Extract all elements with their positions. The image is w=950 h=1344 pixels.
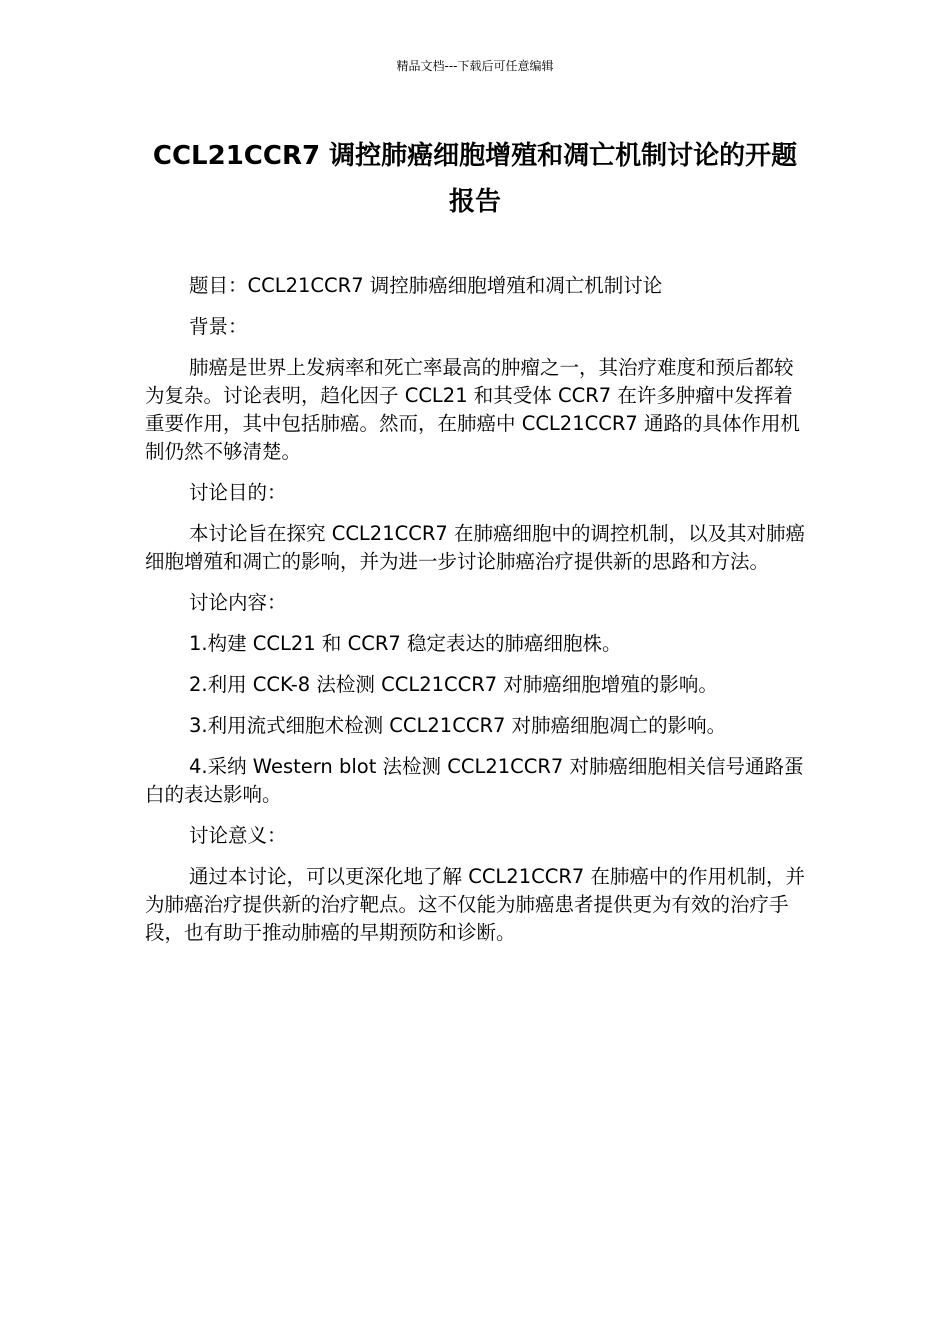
heading-background: 背景：	[189, 315, 248, 338]
paragraph-purpose: 本讨论旨在探究 CCL21CCR7 在肺癌细胞中的调控机制，以及其对肺癌细胞增殖和凋亡的影响，并为进一步讨论肺癌治疗提供新的思路和方法。	[145, 522, 805, 573]
paragraph-topic: 题目：CCL21CCR7 调控肺癌细胞增殖和凋亡机制讨论	[189, 274, 663, 297]
list-item: 2.利用 CCK-8 法检测 CCL21CCR7 对肺癌细胞增殖的影响。	[189, 673, 718, 696]
list-item: 3.利用流式细胞术检测 CCL21CCR7 对肺癌细胞凋亡的影响。	[189, 714, 727, 737]
header-note: 精品文档---下载后可任意编辑	[396, 59, 554, 73]
list-item: 4.采纳 Western blot 法检测 CCL21CCR7 对肺癌细胞相关信号通路蛋白的表达影响。	[145, 755, 804, 806]
heading-purpose: 讨论目的：	[189, 481, 287, 504]
heading-significance: 讨论意义：	[189, 824, 287, 847]
paragraph-background: 肺癌是世界上发病率和死亡率最高的肿瘤之一，其治疗难度和预后都较为复杂。讨论表明，趋化因子 CCL21 和其受体 CCR7 在许多肿瘤中发挥着重要作用，其中包括肺癌。然而，在肺癌中 CCL21CCR7 通路的具体作用机制仍然不够清楚。	[145, 356, 800, 463]
heading-content: 讨论内容：	[189, 591, 287, 614]
document-body	[145, 272, 805, 960]
list-item: 1.构建 CCL21 和 CCR7 稳定表达的肺癌细胞株。	[189, 632, 622, 655]
paragraph-significance: 通过本讨论，可以更深化地了解 CCL21CCR7 在肺癌中的作用机制，并为肺癌治疗提供新的治疗靶点。这不仅能为肺癌患者提供更为有效的治疗手段，也有助于推动肺癌的早期预防和诊断。	[145, 865, 805, 944]
document-title: CCL21CCR7 调控肺癌细胞增殖和凋亡机制讨论的开题报告	[152, 141, 798, 217]
